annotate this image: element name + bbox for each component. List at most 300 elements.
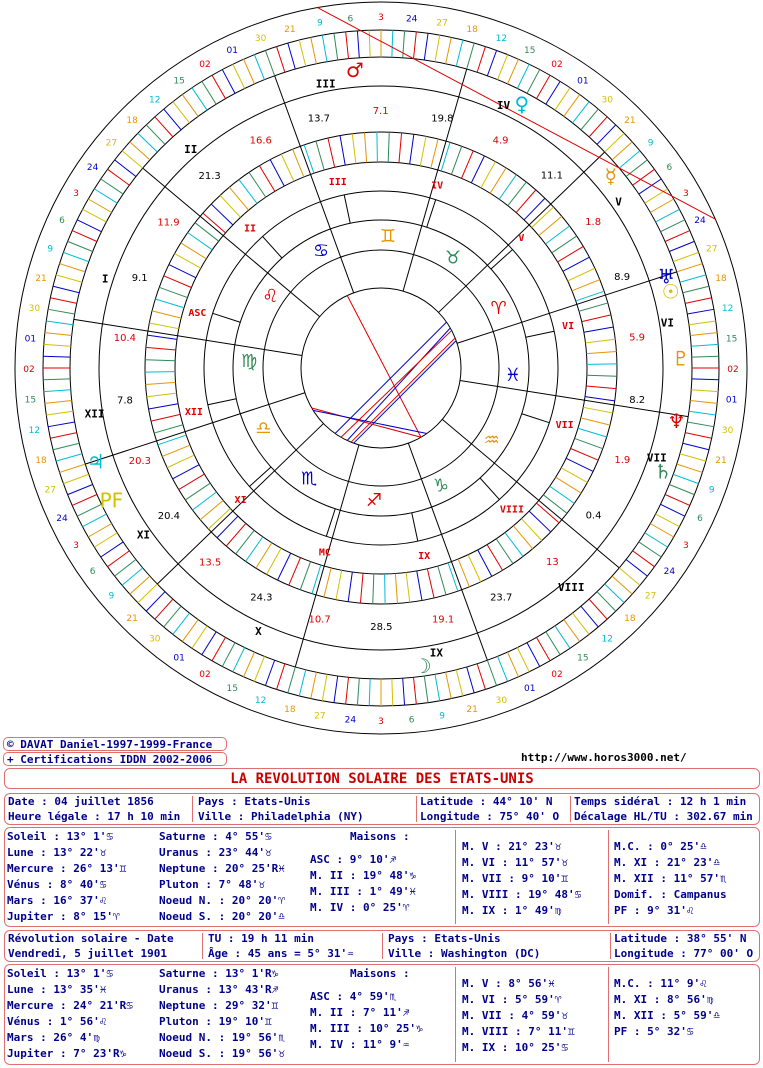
degree-tick bbox=[517, 648, 529, 672]
natal-info-box bbox=[4, 793, 760, 825]
rs-planet-item: Jupiter : 7° 23'R♑ bbox=[7, 1047, 127, 1060]
degree-label: 02 bbox=[199, 60, 211, 71]
degree-tick bbox=[50, 298, 76, 304]
degree-label: 9 bbox=[647, 138, 654, 149]
degree-tick bbox=[537, 75, 551, 98]
degree-tick bbox=[458, 559, 469, 587]
planet-value: 28.5 bbox=[370, 621, 393, 633]
outer-house-label: X bbox=[255, 624, 262, 638]
degree-label: 02 bbox=[23, 365, 35, 375]
degree-tick bbox=[316, 141, 324, 170]
degree-tick bbox=[77, 220, 101, 232]
degree-tick bbox=[322, 35, 327, 62]
natal-time: Heure légale : 17 h 10 min bbox=[8, 810, 181, 823]
degree-label: 21 bbox=[35, 273, 47, 284]
planet-value: 20.4 bbox=[157, 510, 180, 522]
degree-tick bbox=[265, 50, 274, 75]
degree-label: 27 bbox=[644, 591, 657, 602]
degree-tick bbox=[661, 220, 685, 232]
degree-tick bbox=[665, 494, 690, 505]
sign-divider bbox=[208, 399, 236, 405]
degree-tick bbox=[159, 287, 187, 297]
degree-tick bbox=[461, 151, 473, 179]
degree-tick bbox=[612, 576, 632, 594]
house-cusp-line bbox=[143, 168, 320, 316]
natal-houses-column-2 bbox=[462, 839, 581, 919]
natal-house-item: M.C. : 0° 25'♎ bbox=[614, 840, 707, 853]
degree-tick bbox=[431, 139, 438, 168]
degree-label: 15 bbox=[524, 45, 536, 56]
degree-tick bbox=[173, 613, 190, 634]
wheel-ring bbox=[43, 30, 719, 706]
rs-date: Vendredi, 5 juillet 1901 bbox=[8, 947, 167, 960]
rs-house-item: M. XII : 5° 59'♎ bbox=[614, 1009, 720, 1022]
inner-house-label: VII bbox=[555, 420, 574, 432]
degree-tick bbox=[185, 483, 210, 500]
zodiac-sign-glyph: ♍ bbox=[241, 351, 258, 373]
aspect-line bbox=[335, 322, 446, 433]
planet-glyph: ☿ bbox=[604, 164, 617, 189]
degree-tick bbox=[543, 495, 567, 513]
degree-tick bbox=[173, 102, 190, 123]
rs-info-box bbox=[4, 930, 760, 962]
rs-planet-item: Uranus : 13° 43'R♐ bbox=[159, 983, 279, 996]
degree-tick bbox=[414, 32, 417, 59]
degree-tick bbox=[568, 268, 595, 281]
degree-tick bbox=[146, 382, 176, 384]
degree-label: 30 bbox=[721, 426, 734, 437]
degree-tick bbox=[236, 530, 254, 554]
natal-planet-item: Mercure : 26° 13'♊ bbox=[7, 862, 127, 875]
natal-city: Ville : Philadelphia (NY) bbox=[198, 810, 364, 823]
degree-label: 24 bbox=[663, 566, 676, 577]
planet-value: 21.3 bbox=[198, 171, 221, 183]
degree-tick bbox=[406, 572, 410, 602]
degree-tick bbox=[202, 632, 216, 655]
rs-latitude: Latitude : 38° 55' N bbox=[614, 932, 747, 945]
degree-tick bbox=[589, 117, 607, 137]
degree-label: 27 bbox=[105, 138, 118, 149]
degree-label: 12 bbox=[28, 426, 41, 437]
outer-house-label: XII bbox=[84, 407, 105, 421]
natal-planet-item: Neptune : 20° 25'R♓ bbox=[159, 862, 285, 875]
degree-tick bbox=[650, 199, 673, 213]
degree-label: 9 bbox=[708, 485, 715, 496]
natal-planet-item: Soleil : 13° 1'♋ bbox=[7, 830, 113, 843]
outer-house-label: VII bbox=[646, 451, 667, 465]
degree-tick bbox=[435, 674, 440, 701]
natal-house-item: M. V : 21° 23'♉ bbox=[462, 840, 562, 853]
degree-tick bbox=[147, 393, 177, 397]
degree-label: 30 bbox=[495, 695, 508, 706]
sign-divider bbox=[480, 478, 499, 500]
degree-tick bbox=[546, 81, 560, 104]
degree-tick bbox=[680, 275, 706, 282]
planet-value: 23.7 bbox=[490, 592, 513, 604]
degree-tick bbox=[77, 504, 101, 516]
degree-tick bbox=[576, 291, 604, 301]
planet-glyph: PF bbox=[99, 488, 124, 513]
degree-tick bbox=[147, 335, 177, 339]
page-title: LA REVOLUTION SOLAIRE DES ETATS-UNIS bbox=[4, 768, 760, 789]
degree-tick bbox=[151, 414, 180, 421]
degree-tick bbox=[555, 88, 570, 110]
degree-tick bbox=[44, 344, 71, 346]
natal-planet-item: Saturne : 4° 55'♋ bbox=[159, 830, 272, 843]
degree-tick bbox=[336, 570, 342, 599]
degree-tick bbox=[446, 672, 452, 698]
degree-tick bbox=[529, 511, 551, 532]
inner-house-label: VIII bbox=[499, 504, 524, 516]
degree-tick bbox=[578, 428, 607, 437]
degree-tick bbox=[233, 64, 245, 88]
degree-tick bbox=[665, 231, 690, 242]
degree-tick bbox=[414, 677, 417, 704]
degree-tick bbox=[446, 37, 452, 63]
degree-tick bbox=[687, 422, 714, 427]
natal-planets-column-2 bbox=[159, 829, 285, 925]
degree-tick bbox=[566, 458, 593, 471]
degree-tick bbox=[334, 676, 338, 703]
degree-tick bbox=[72, 494, 97, 505]
degree-tick bbox=[478, 550, 492, 576]
degree-tick bbox=[188, 233, 213, 250]
degree-label: 12 bbox=[601, 634, 613, 645]
rs-planet-item: Mercure : 24° 21'R♋ bbox=[7, 999, 133, 1012]
degree-tick bbox=[60, 264, 86, 272]
degree-tick bbox=[288, 43, 295, 69]
degree-tick bbox=[388, 132, 389, 162]
natal-house-item: M. XI : 21° 23'♎ bbox=[614, 856, 720, 869]
planet-value: 11.1 bbox=[540, 170, 563, 182]
degree-tick bbox=[53, 286, 79, 293]
degree-tick bbox=[155, 299, 184, 308]
rs-planet-item: Vénus : 1° 56'♌ bbox=[7, 1015, 107, 1028]
degree-label: 21 bbox=[624, 116, 636, 127]
degree-tick bbox=[373, 574, 374, 604]
planet-glyph: ☉ bbox=[661, 279, 680, 304]
degree-tick bbox=[487, 50, 496, 75]
aspect-line bbox=[347, 295, 421, 437]
degree-tick bbox=[639, 542, 661, 557]
zodiac-sign-glyph: ♑ bbox=[432, 475, 449, 497]
planet-glyph: ♅ bbox=[657, 264, 676, 289]
degree-tick bbox=[60, 464, 86, 472]
degree-tick bbox=[101, 542, 123, 557]
degree-tick bbox=[53, 443, 79, 450]
degree-tick bbox=[146, 347, 176, 350]
degree-tick bbox=[392, 30, 393, 57]
degree-label: 30 bbox=[601, 95, 613, 106]
degree-tick bbox=[360, 573, 363, 603]
degree-tick bbox=[505, 533, 523, 557]
degree-tick bbox=[195, 223, 219, 241]
natal-country: Pays : Etats-Unis bbox=[198, 795, 311, 808]
degree-tick bbox=[417, 571, 422, 601]
degree-tick bbox=[689, 321, 716, 325]
degree-tick bbox=[203, 213, 226, 233]
degree-tick bbox=[692, 379, 719, 380]
rs-planets-column-1 bbox=[7, 966, 133, 1062]
house-cusp-line bbox=[460, 381, 688, 417]
degree-label: 30 bbox=[254, 34, 267, 45]
degree-tick bbox=[43, 356, 70, 357]
degree-tick bbox=[691, 344, 718, 346]
outer-house-label: IV bbox=[496, 99, 511, 113]
degree-tick bbox=[300, 562, 310, 590]
degree-tick bbox=[267, 548, 282, 574]
rs-planet-item: Pluton : 19° 10'♊ bbox=[159, 1015, 272, 1028]
degree-tick bbox=[498, 656, 508, 681]
natal-house-item: M. II : 19° 48'♑ bbox=[310, 869, 416, 882]
degree-tick bbox=[281, 154, 294, 181]
degree-tick bbox=[229, 187, 248, 210]
degree-label: 18 bbox=[466, 24, 478, 35]
degree-tick bbox=[427, 569, 434, 598]
degree-tick bbox=[508, 182, 526, 206]
degree-tick bbox=[587, 364, 617, 365]
degree-label: 12 bbox=[495, 34, 508, 45]
degree-tick bbox=[249, 172, 266, 197]
degree-tick bbox=[513, 526, 532, 549]
degree-tick bbox=[689, 411, 716, 415]
planet-value: 1.8 bbox=[585, 217, 602, 229]
natal-planets-column-1 bbox=[7, 829, 126, 925]
zodiac-sign-glyph: ♐ bbox=[366, 489, 383, 511]
natal-house-item: M. VII : 9° 10'♊ bbox=[462, 872, 568, 885]
natal-houses-title: Maisons : bbox=[350, 830, 410, 843]
degree-label: 3 bbox=[378, 13, 384, 23]
degree-tick bbox=[584, 327, 614, 332]
degree-tick bbox=[244, 652, 255, 677]
degree-tick bbox=[582, 315, 611, 322]
degree-tick bbox=[572, 613, 589, 634]
planet-value: 13 bbox=[545, 556, 559, 568]
degree-tick bbox=[244, 59, 255, 84]
degree-tick bbox=[293, 149, 304, 177]
degree-tick bbox=[149, 404, 179, 409]
planet-value: 13.7 bbox=[307, 113, 331, 125]
degree-tick bbox=[220, 195, 240, 217]
degree-tick bbox=[352, 134, 356, 164]
natal-offset: Décalage HL/TU : 302.67 min bbox=[574, 810, 753, 823]
degree-label: 12 bbox=[721, 303, 734, 314]
rs-house-item: M. V : 8° 56'♓ bbox=[462, 977, 555, 990]
rs-planet-item: Soleil : 13° 1'♋ bbox=[7, 967, 113, 980]
planet-glyph: ☽ bbox=[413, 654, 432, 679]
degree-tick bbox=[256, 543, 272, 568]
zodiac-sign-glyph: ♈ bbox=[490, 298, 507, 320]
website-link[interactable]: http://www.horos3000.net/ bbox=[521, 751, 687, 764]
degree-tick bbox=[456, 40, 463, 66]
degree-tick bbox=[673, 474, 698, 483]
degree-tick bbox=[575, 438, 603, 448]
degree-label: 3 bbox=[682, 189, 689, 199]
degree-tick bbox=[101, 179, 123, 194]
degree-label: 01 bbox=[524, 684, 536, 695]
degree-tick bbox=[88, 524, 111, 538]
degree-tick bbox=[645, 189, 668, 203]
degree-tick bbox=[558, 246, 584, 261]
inner-house-label: IX bbox=[418, 551, 431, 563]
degree-label: 01 bbox=[725, 395, 738, 406]
degree-tick bbox=[158, 435, 186, 445]
degree-tick bbox=[369, 30, 370, 57]
rs-planet-item: Noeud S. : 19° 56'♉ bbox=[159, 1047, 285, 1060]
degree-tick bbox=[277, 664, 285, 690]
degree-tick bbox=[167, 455, 194, 468]
degree-label: 24 bbox=[694, 216, 706, 227]
degree-tick bbox=[467, 667, 474, 693]
degree-tick bbox=[357, 678, 359, 705]
planet-value: 13.5 bbox=[199, 557, 222, 569]
degree-tick bbox=[556, 477, 581, 493]
degree-tick bbox=[572, 102, 589, 123]
rs-house-item: M. VIII : 7° 11'♊ bbox=[462, 1025, 575, 1038]
inner-house-label: III bbox=[328, 176, 347, 188]
degree-label: 3 bbox=[378, 717, 384, 727]
degree-tick bbox=[451, 146, 461, 174]
planet-value: 20.3 bbox=[128, 455, 152, 467]
degree-tick bbox=[94, 189, 117, 203]
rs-house-item: M. VI : 5° 59'♈ bbox=[462, 993, 562, 1006]
degree-tick bbox=[72, 231, 97, 242]
degree-tick bbox=[377, 132, 378, 162]
degree-tick bbox=[441, 142, 450, 171]
degree-tick bbox=[68, 241, 93, 251]
inner-house-label: ASC bbox=[188, 307, 207, 319]
outer-house-label: IX bbox=[429, 646, 443, 660]
degree-tick bbox=[328, 138, 335, 167]
outer-house-label: VIII bbox=[558, 580, 585, 594]
degree-tick bbox=[507, 59, 518, 84]
inner-house-label: XII bbox=[184, 407, 203, 419]
natal-planet-item: Uranus : 23° 44'♉ bbox=[159, 846, 272, 859]
degree-tick bbox=[63, 474, 88, 483]
planet-value: 11.9 bbox=[157, 217, 180, 229]
planet-glyph: ♄ bbox=[653, 459, 672, 484]
degree-tick bbox=[164, 276, 192, 288]
degree-tick bbox=[175, 254, 201, 269]
natal-houses-column-3 bbox=[614, 839, 727, 919]
degree-label: 02 bbox=[199, 669, 211, 680]
degree-tick bbox=[581, 606, 598, 627]
inner-house-label: MC bbox=[318, 547, 331, 559]
rs-longitude: Longitude : 77° 00' O bbox=[614, 947, 754, 960]
credit-line-2: + Certifications IDDN 2002-2006 bbox=[3, 752, 227, 766]
natal-latitude: Latitude : 44° 10' N bbox=[420, 795, 553, 808]
degree-tick bbox=[597, 592, 616, 611]
degree-label: 15 bbox=[725, 334, 738, 345]
inner-house-label: V bbox=[518, 233, 525, 245]
degree-label: 15 bbox=[24, 395, 37, 406]
degree-tick bbox=[212, 637, 226, 660]
degree-tick bbox=[677, 464, 703, 472]
degree-label: 9 bbox=[317, 18, 323, 29]
degree-tick bbox=[581, 418, 610, 425]
degree-tick bbox=[222, 70, 235, 94]
natal-planet-item: Pluton : 7° 48'♉ bbox=[159, 878, 265, 891]
degree-tick bbox=[122, 151, 143, 168]
degree-label: 6 bbox=[59, 216, 65, 227]
degree-tick bbox=[471, 156, 484, 183]
degree-label: 15 bbox=[577, 653, 589, 664]
degree-tick bbox=[585, 397, 615, 401]
degree-tick bbox=[200, 500, 223, 519]
degree-label: 02 bbox=[551, 60, 563, 71]
degree-label: 01 bbox=[173, 653, 185, 664]
degree-tick bbox=[633, 551, 655, 567]
degree-label: 24 bbox=[344, 715, 357, 726]
rs-houses-title: Maisons : bbox=[350, 967, 410, 980]
degree-label: 24 bbox=[56, 513, 68, 524]
degree-tick bbox=[395, 573, 397, 603]
degree-label: 27 bbox=[706, 244, 718, 255]
rs-house-item: M.C. : 11° 9'♌ bbox=[614, 977, 707, 990]
natal-houses-column-1 bbox=[310, 852, 416, 916]
zodiac-sign-glyph: ♊ bbox=[379, 226, 396, 248]
degree-label: 6 bbox=[408, 715, 415, 726]
degree-label: 27 bbox=[44, 485, 56, 496]
degree-tick bbox=[173, 465, 199, 479]
wheel-ring bbox=[175, 162, 587, 574]
degree-tick bbox=[108, 551, 130, 567]
wheel-ring bbox=[99, 86, 663, 650]
natal-house-item: M. IX : 1° 49'♍ bbox=[462, 904, 562, 917]
planet-value: 8.9 bbox=[614, 272, 631, 284]
degree-label: 27 bbox=[436, 18, 448, 29]
degree-tick bbox=[552, 236, 577, 253]
wheel-ring bbox=[145, 132, 617, 604]
degree-tick bbox=[149, 323, 178, 329]
natal-sidereal: Temps sidéral : 12 h 1 min bbox=[574, 795, 747, 808]
degree-tick bbox=[583, 407, 612, 413]
zodiac-sign-glyph: ♋ bbox=[313, 240, 330, 262]
degree-tick bbox=[585, 339, 615, 343]
degree-tick bbox=[487, 545, 502, 571]
degree-tick bbox=[683, 443, 709, 450]
degree-tick bbox=[311, 672, 317, 698]
degree-tick bbox=[357, 31, 359, 58]
degree-tick bbox=[656, 209, 680, 222]
degree-tick bbox=[45, 333, 72, 336]
degree-tick bbox=[155, 599, 173, 619]
degree-label: 3 bbox=[73, 189, 80, 199]
rs-planet-item: Neptune : 29° 32'♊ bbox=[159, 999, 279, 1012]
degree-tick bbox=[46, 411, 73, 415]
degree-tick bbox=[626, 160, 647, 177]
degree-label: 24 bbox=[86, 163, 99, 174]
wheel-ring bbox=[70, 57, 692, 679]
planet-value: 16.6 bbox=[249, 135, 272, 147]
degree-tick bbox=[254, 55, 264, 80]
degree-label: 21 bbox=[126, 613, 138, 624]
degree-tick bbox=[130, 142, 150, 160]
degree-tick bbox=[56, 454, 82, 461]
degree-tick bbox=[50, 433, 76, 439]
degree-tick bbox=[45, 401, 72, 404]
planet-value: 24.3 bbox=[250, 592, 273, 604]
degree-label: 24 bbox=[405, 14, 418, 25]
degree-tick bbox=[438, 566, 446, 595]
zodiac-sign-glyph: ♌ bbox=[262, 286, 279, 308]
degree-tick bbox=[669, 485, 694, 495]
degree-tick bbox=[169, 265, 196, 278]
degree-tick bbox=[550, 486, 575, 503]
planet-value: 10.4 bbox=[113, 333, 136, 345]
degree-tick bbox=[690, 333, 717, 336]
wheel-ring bbox=[263, 250, 499, 486]
